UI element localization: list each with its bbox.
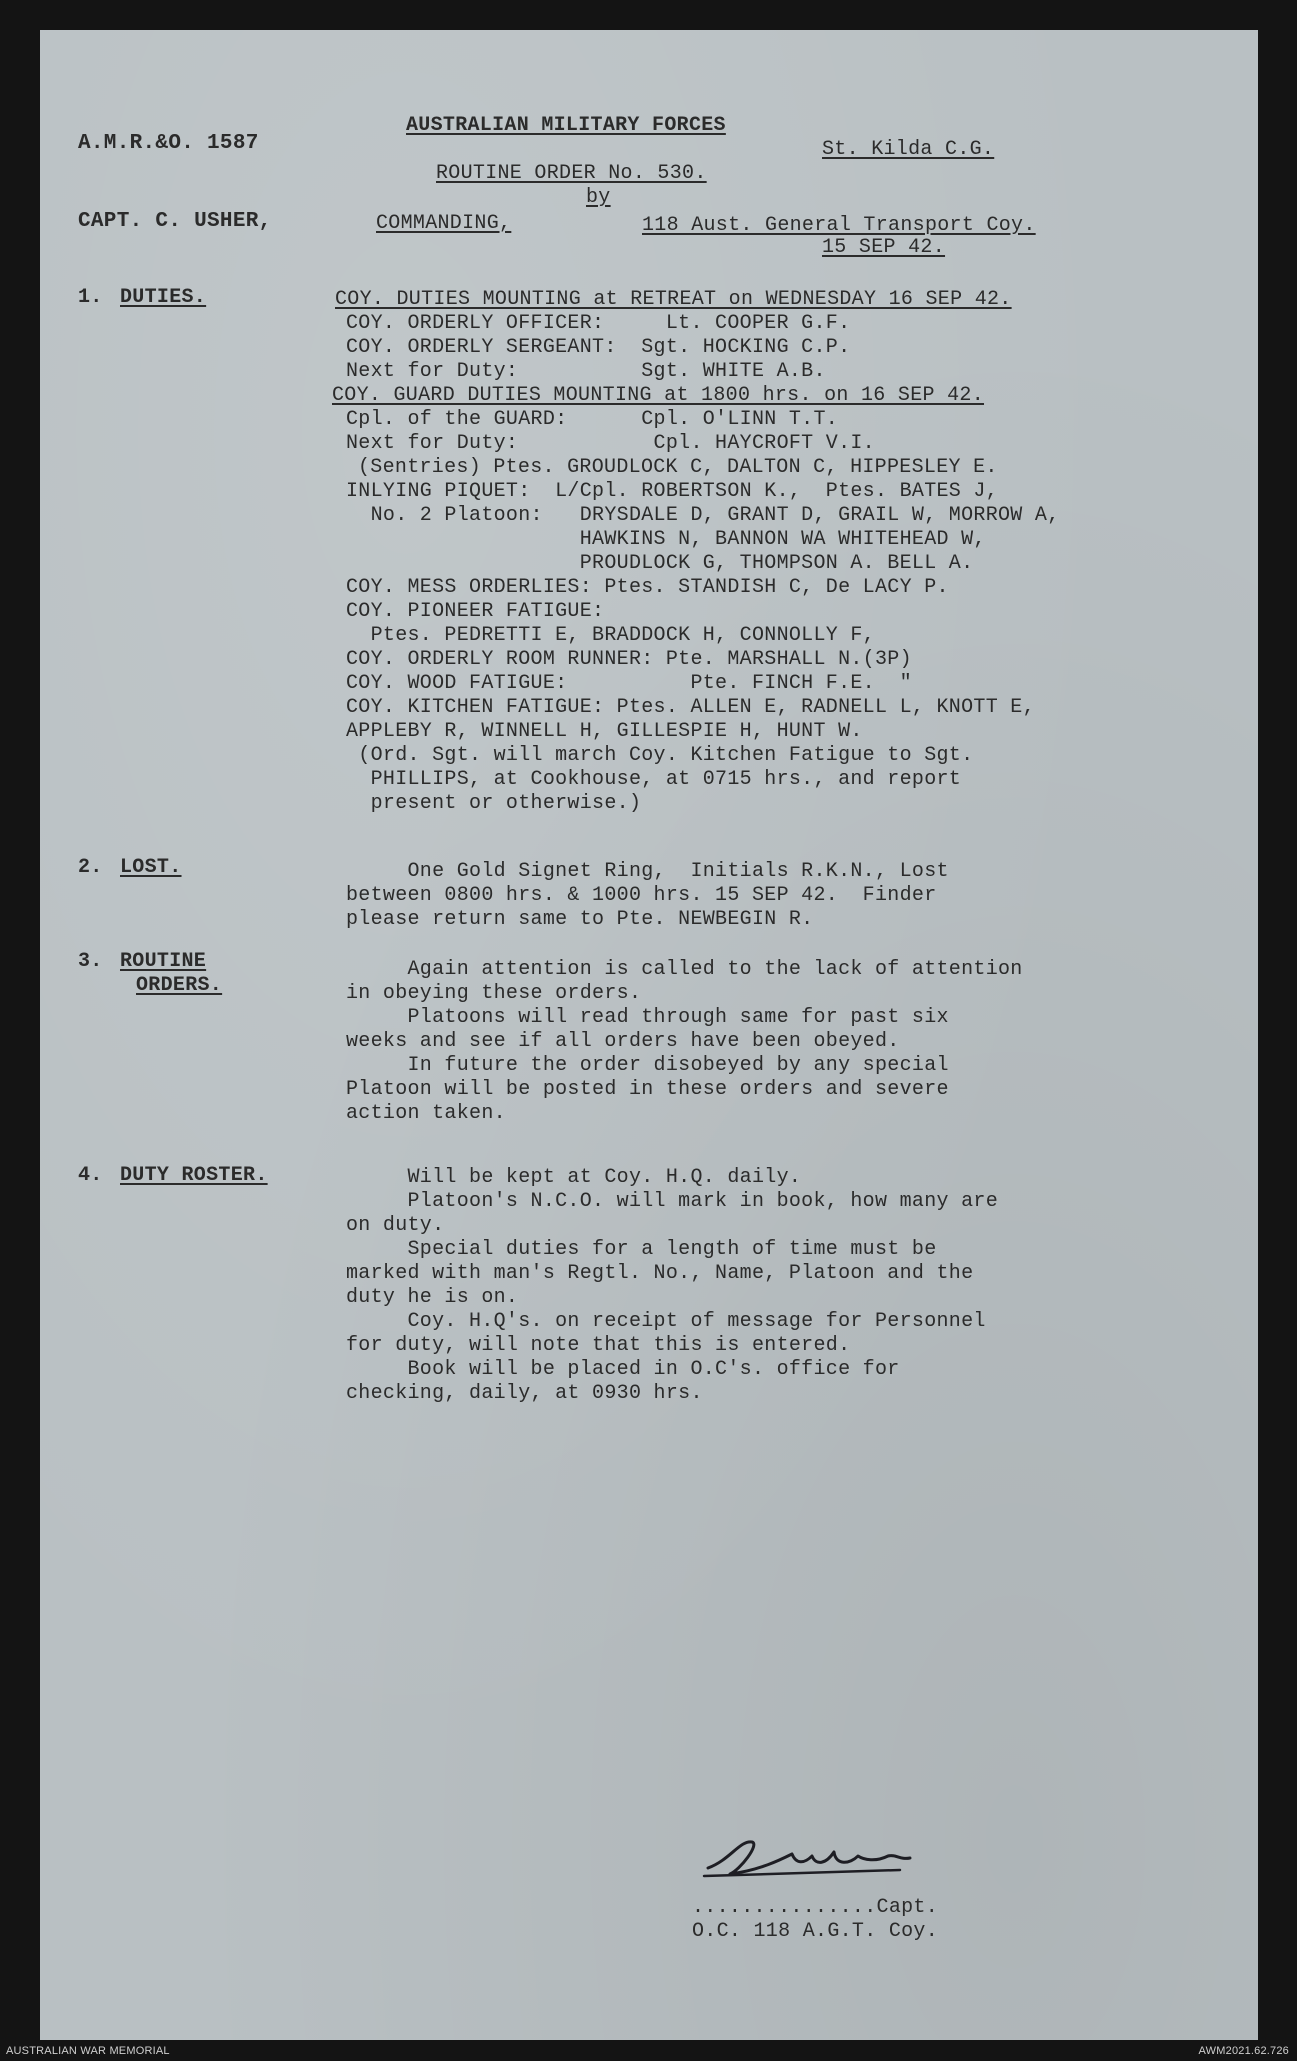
lost-line: between 0800 hrs. & 1000 hrs. 15 SEP 42. Finder xyxy=(346,884,937,907)
duty-line: COY. MESS ORDERLIES: Ptes. STANDISH C, De LACY P. xyxy=(346,576,949,599)
duty-line: COY. ORDERLY ROOM RUNNER: Pte. MARSHALL N.(3P) xyxy=(346,648,912,671)
roster-line: Platoon's N.C.O. will mark in book, how many are xyxy=(346,1190,999,1213)
roster-line: on duty. xyxy=(346,1214,445,1237)
order-by: by xyxy=(586,186,611,209)
section-heading-duties: DUTIES. xyxy=(120,286,207,309)
section-heading-lost: LOST. xyxy=(120,856,182,879)
duty-line: COY. ORDERLY OFFICER: Lt. COOPER G.F. xyxy=(346,312,851,335)
location: St. Kilda C.G. xyxy=(822,138,995,161)
footer-archive-name: AUSTRALIAN WAR MEMORIAL xyxy=(6,2045,170,2057)
routine-line: Platoons will read through same for past six xyxy=(346,1006,949,1029)
duty-line: COY. GUARD DUTIES MOUNTING at 1800 hrs. on 16 SEP 42. xyxy=(332,384,985,407)
roster-line: Book will be placed in O.C's. office for xyxy=(346,1358,900,1381)
officer-name: CAPT. C. USHER, xyxy=(78,210,272,233)
duty-line: COY. WOOD FATIGUE: Pte. FINCH F.E. " xyxy=(346,672,912,695)
duty-line: COY. PIONEER FATIGUE: xyxy=(346,600,605,623)
document-page xyxy=(40,30,1258,2040)
footer-catalog-number: AWM2021.62.726 xyxy=(1198,2045,1289,2057)
duty-line: Ptes. PEDRETTI E, BRADDOCK H, CONNOLLY F, xyxy=(346,624,875,647)
duty-line: No. 2 Platoon: DRYSDALE D, GRANT D, GRAIL W, MORROW A, xyxy=(346,504,1060,527)
signature-title: O.C. 118 A.G.T. Coy. xyxy=(692,1920,939,1943)
roster-line: Coy. H.Q's. on receipt of message for Personnel xyxy=(346,1310,986,1333)
duty-line: (Ord. Sgt. will march Coy. Kitchen Fatigue to Sgt. xyxy=(346,744,974,767)
duty-line: Next for Duty: Sgt. WHITE A.B. xyxy=(346,360,826,383)
section-heading-roster: DUTY ROSTER. xyxy=(120,1164,268,1187)
duty-line: PHILLIPS, at Cookhouse, at 0715 hrs., and report xyxy=(346,768,962,791)
roster-line: duty he is on. xyxy=(346,1286,519,1309)
duty-line: HAWKINS N, BANNON WA WHITEHEAD W, xyxy=(346,528,986,551)
section-number: 3. xyxy=(78,950,103,973)
order-date: 15 SEP 42. xyxy=(822,236,946,259)
unit-name: 118 Aust. General Transport Coy. xyxy=(642,214,1036,237)
order-number: ROUTINE ORDER No. 530. xyxy=(436,162,707,185)
routine-line: Again attention is called to the lack of attention xyxy=(346,958,1023,981)
duty-line: APPLEBY R, WINNELL H, GILLESPIE H, HUNT W. xyxy=(346,720,863,743)
commanding-label: COMMANDING, xyxy=(376,212,512,235)
section-number: 2. xyxy=(78,856,103,879)
lost-line: One Gold Signet Ring, Initials R.K.N., Lost xyxy=(346,860,949,883)
duty-line: Cpl. of the GUARD: Cpl. O'LINN T.T. xyxy=(346,408,839,431)
duty-line: COY. ORDERLY SERGEANT: Sgt. HOCKING C.P. xyxy=(346,336,851,359)
routine-line: weeks and see if all orders have been obeyed. xyxy=(346,1030,900,1053)
roster-line: marked with man's Regtl. No., Name, Platoon and the xyxy=(346,1262,974,1285)
duty-line: COY. KITCHEN FATIGUE: Ptes. ALLEN E, RADNELL L, KNOTT E, xyxy=(346,696,1035,719)
routine-line: action taken. xyxy=(346,1102,506,1125)
roster-line: checking, daily, at 0930 hrs. xyxy=(346,1382,703,1405)
section-number: 4. xyxy=(78,1164,103,1187)
duty-line: present or otherwise.) xyxy=(346,792,642,815)
file-reference: A.M.R.&O. 1587 xyxy=(78,132,259,155)
duty-line: (Sentries) Ptes. GROUDLOCK C, DALTON C, HIPPESLEY E. xyxy=(358,456,998,479)
lost-line: please return same to Pte. NEWBEGIN R. xyxy=(346,908,814,931)
duty-line: PROUDLOCK G, THOMPSON A. BELL A. xyxy=(346,552,974,575)
duty-line: INLYING PIQUET: L/Cpl. ROBERTSON K., Ptes. BATES J, xyxy=(346,480,999,503)
organization-title: AUSTRALIAN MILITARY FORCES xyxy=(406,114,726,137)
roster-line: for duty, will note that this is entered. xyxy=(346,1334,851,1357)
routine-line: In future the order disobeyed by any special xyxy=(346,1054,949,1077)
routine-line: in obeying these orders. xyxy=(346,982,642,1005)
section-number: 1. xyxy=(78,286,103,309)
handwritten-signature xyxy=(700,1830,960,1890)
routine-line: Platoon will be posted in these orders and severe xyxy=(346,1078,949,1101)
roster-line: Special duties for a length of time must be xyxy=(346,1238,937,1261)
section-heading-routine: ROUTINE xyxy=(120,950,207,973)
duty-line: Next for Duty: Cpl. HAYCROFT V.I. xyxy=(346,432,875,455)
duty-line: COY. DUTIES MOUNTING at RETREAT on WEDNESDAY 16 SEP 42. xyxy=(335,288,1012,311)
section-heading-orders: ORDERS. xyxy=(136,974,223,997)
roster-line: Will be kept at Coy. H.Q. daily. xyxy=(346,1166,802,1189)
signature-dots-line: ...............Capt. xyxy=(692,1896,939,1919)
